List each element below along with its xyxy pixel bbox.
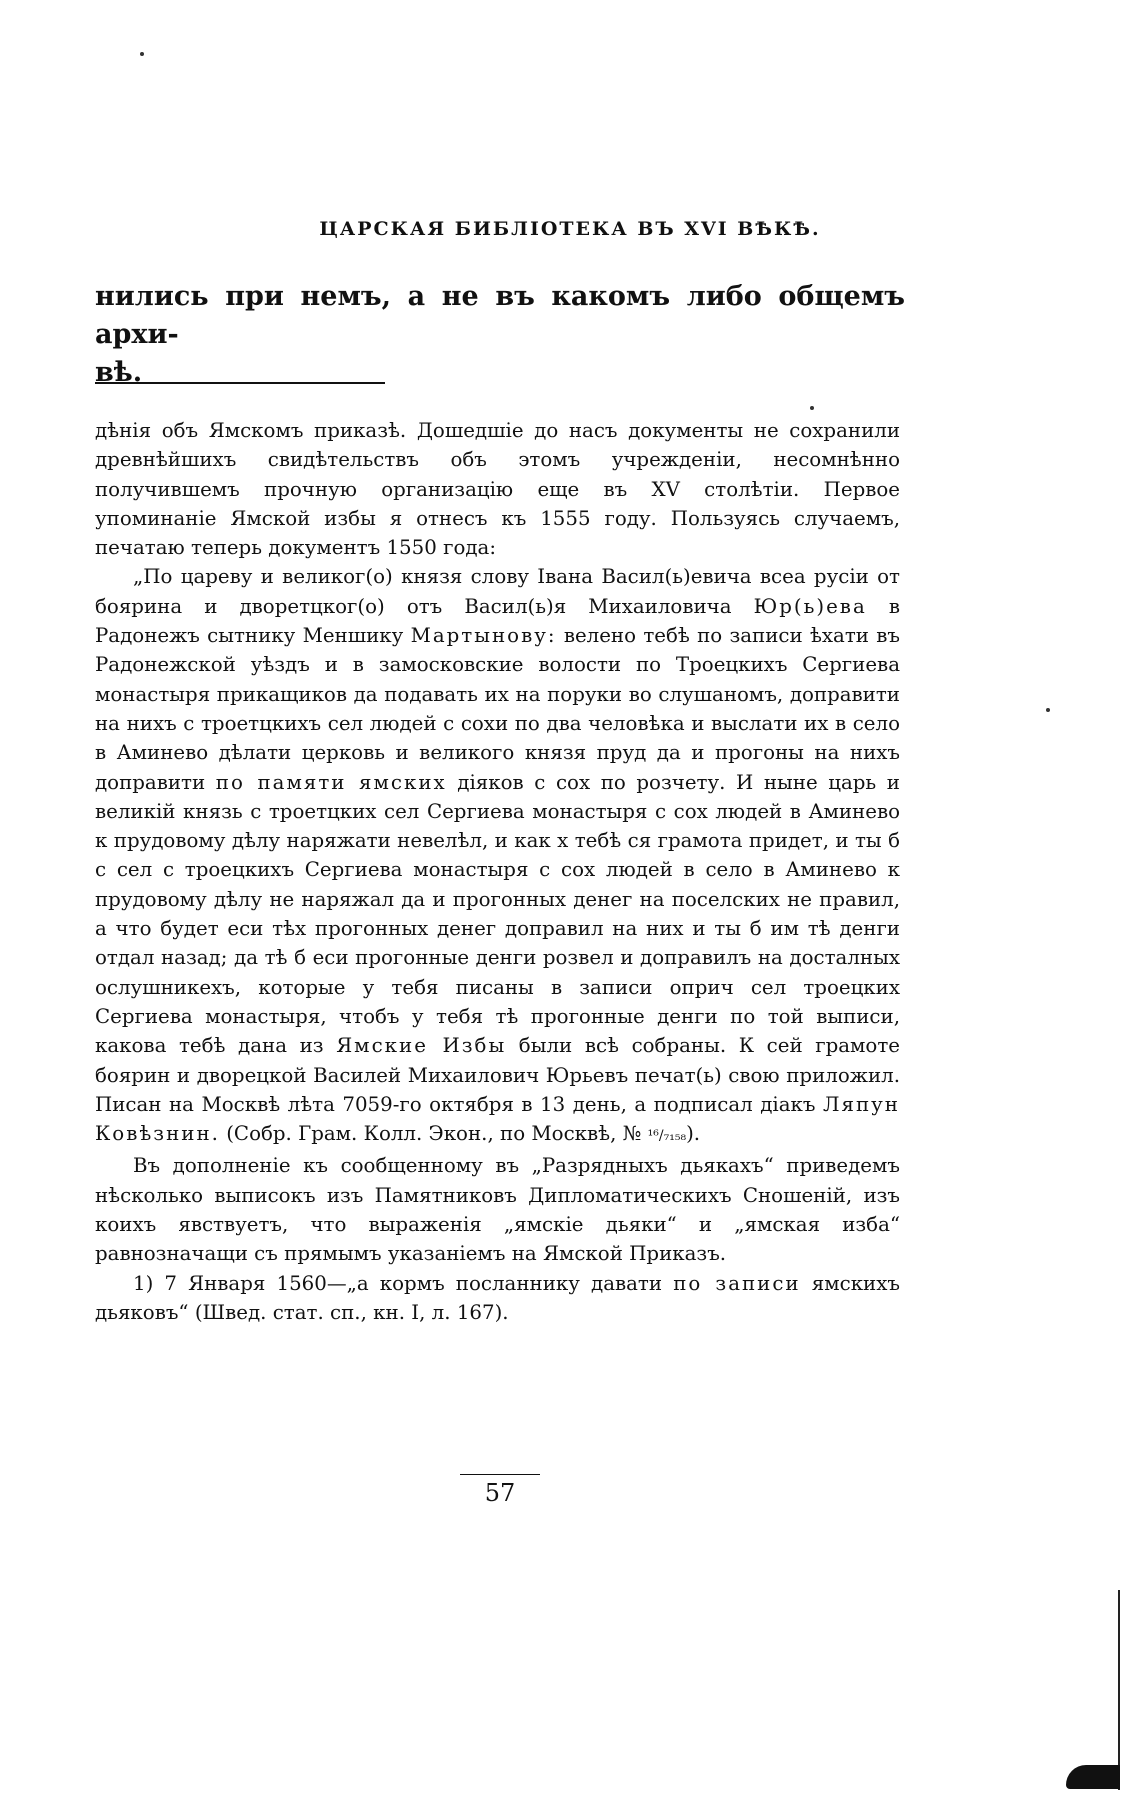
- footnote-divider: [95, 382, 385, 384]
- scan-blot: [1066, 1765, 1120, 1789]
- list-item-spaced: по записи: [673, 1271, 801, 1295]
- document-text: ).: [686, 1122, 701, 1146]
- main-text-line: вѣ.: [95, 357, 143, 388]
- footnote-document: [95, 562, 900, 1151]
- main-text-line: нились при немъ, а не въ какомъ либо общемъ архи-: [95, 281, 905, 350]
- scan-speck: [140, 52, 144, 56]
- main-text: [95, 278, 905, 392]
- scan-speck: [810, 406, 814, 410]
- document-text: в Радонежъ сытнику Меншику: [95, 594, 900, 648]
- scan-speck: [1046, 708, 1050, 712]
- list-item-text: 1) 7 Января 1560—„а кормъ посланнику давати: [133, 1271, 663, 1295]
- running-head: ЦАРСКАЯ БИБЛІОТЕКА ВЪ XVI ВѢКѢ.: [319, 218, 821, 240]
- document-text: „По цареву и великог(о) князя слову Івана Васил(ь)евича всеа русіи от боярина и дворетцког(о) отъ Васил(ь)я Михаиловича: [95, 565, 900, 618]
- footnote-intro: дѣнія объ Ямскомъ приказѣ. Дошедшіе до насъ документы не сохранили древнѣйшихъ свидѣтельствъ объ этомъ учрежденіи, несомнѣнно получившемъ прочную организацію еще въ XV столѣтіи. Первое упоминаніе Ямской избы я отнесъ къ 1555 году. Пользуясь случаемъ, печатаю теперь документъ 1550 года:: [95, 419, 900, 560]
- document-text: велено тебѣ по записи ѣхати въ Радонежской уѣздъ и в замосковские волости по Троецкихъ Сергиева монастыря прикащиков да подавать их на поруки во слушаномъ, доправити на нихъ с троетцкихъ сел людей с сохи по два человѣка и выслати их в село в Аминево дѣлати церковь и великого князя пруд да и прогоны на нихъ доправити: [95, 624, 900, 794]
- footnote-list-item: [95, 1269, 900, 1328]
- footnote: [95, 416, 900, 1327]
- document-spaced-name: Юр(ь)ева: [753, 594, 867, 618]
- list-item-text: ямскихъ дьяковъ“ (Швед. стат. сп., кн. I, л. 167).: [95, 1271, 900, 1324]
- document-text: (Собр. Грам. Колл. Экон., по Москвѣ, №: [219, 1122, 642, 1146]
- page-number: 57: [460, 1474, 540, 1507]
- document-text: діяков с сох по розчету. И ныне царь и великій князь с троетцких сел Сергиева монастыря с сох людей в Аминево к прудовому дѣлу наряжати невелѣл, и как х тебѣ ся грамота придет, и ты б с сел с троецкихъ Сергиева монастыря с сох людей в село в Аминево к прудовому дѣлу не наряжал да и прогонных денег на поселских не правил, а что будет еси тѣх прогонных денег доправил на них и ты б им тѣ денги отдал назад; да тѣ б еси прогонные денги розвел и доправилъ на досталных ослушникехъ, которые у тебя писаны в записи оприч сел троецких Сергиева монастыря, чтобъ у тебя тѣ прогонные денги по той выписи, какова тебѣ дана из: [95, 770, 900, 1058]
- document-spaced-name: Мартынову:: [410, 624, 557, 648]
- document-text: были всѣ собраны. К сей грамоте боярин и дворецкой Василей Михаилович Юрьевъ печат(ь) свою приложил. Писан на Москвѣ лѣта 7059-го октября в 13 день, а подписал діакъ: [95, 1034, 900, 1116]
- document-spaced-name: Ляпун Ковѣзнин.: [95, 1092, 900, 1146]
- footnote-paragraph: Въ дополненіе къ сообщенному въ „Разрядныхъ дьякахъ“ приведемъ нѣсколько выписокъ изъ Памятниковъ Дипломатическихъ Сношеній, изъ коихъ явствуетъ, что выраженія „ямскіе дьяки“ и „ямская изба“ равнозначащи съ прямымъ указаніемъ на Ямской Приказъ.: [95, 1154, 900, 1266]
- document-spaced-phrase: Ямские Избы: [336, 1034, 507, 1058]
- scan-edge: [1118, 1590, 1120, 1790]
- document-reference: ¹⁶/₇₁₅₈: [647, 1128, 687, 1145]
- document-spaced-phrase: по памяти ямских: [215, 770, 447, 794]
